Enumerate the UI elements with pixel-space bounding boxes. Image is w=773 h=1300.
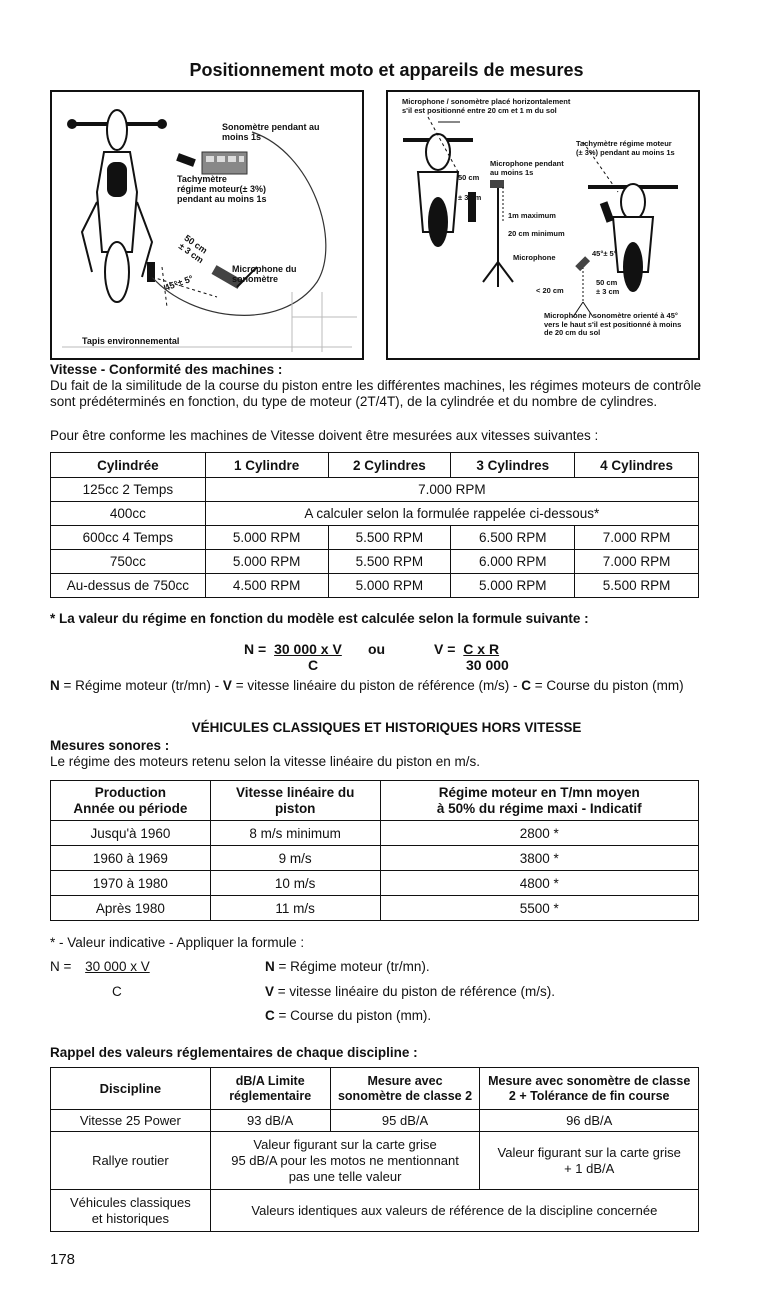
header-4-cylindres: 4 Cylindres: [575, 453, 699, 478]
table-row: [51, 574, 699, 598]
header-cylindree: Cylindrée: [51, 453, 206, 478]
indicative-n-label: N: [265, 959, 275, 974]
table-cell: 5500 *: [380, 896, 698, 921]
table-cell: 7.000 RPM: [575, 550, 699, 574]
table-cell: Valeur figurant sur la carte grise + 1 dB/A: [480, 1132, 699, 1190]
table-cell: 5.500 RPM: [328, 526, 451, 550]
table-cell: 8 m/s minimum: [210, 821, 380, 846]
table-cell: 600cc 4 Temps: [51, 526, 206, 550]
indicative-line: * - Valeur indicative - Appliquer la formule :: [50, 935, 305, 950]
indicative-legend-n: [265, 959, 430, 975]
header-3-cylindres: 3 Cylindres: [451, 453, 575, 478]
table-cell: 11 m/s: [210, 896, 380, 921]
header-tolerance: Mesure avec sonomètre de classe 2 + Tolérance de fin course: [480, 1068, 699, 1110]
table-cell: Jusqu'à 1960: [51, 821, 211, 846]
table-row: [51, 1110, 699, 1132]
table-cell: Valeurs identiques aux valeurs de référence de la discipline concernée: [210, 1190, 698, 1232]
table-cell: 7.000 RPM: [205, 478, 698, 502]
vitesse-para1: Du fait de la similitude de la course du piston entre les différentes machines, les régimes moteurs de contrôle sont prédéterminés en fonction, du type de moteur (2T/4T), de la cylindrée et du nombre de cylindres.: [50, 378, 702, 409]
label-tapis: Tapis environnemental: [82, 336, 180, 346]
table-cell: A calculer selon la formulée rappelée ci-dessous*: [205, 502, 698, 526]
vitesse-para2: Pour être conforme les machines de Vitesse doivent être mesurées aux vitesses suivantes :: [50, 428, 599, 443]
table-cell: 96 dB/A: [480, 1110, 699, 1132]
vitesse-table: [50, 452, 699, 598]
classiques-sub: Mesures sonores :: [50, 738, 170, 753]
table-row: [51, 1190, 699, 1232]
table-row: [51, 1132, 699, 1190]
table-cell: 5.000 RPM: [205, 550, 328, 574]
header-2-cylindres: 2 Cylindres: [328, 453, 451, 478]
table-cell: 1970 à 1980: [51, 871, 211, 896]
table-row: [51, 502, 699, 526]
disciplines-table: [50, 1067, 699, 1232]
formula-v-denominator: 30 000: [466, 657, 509, 673]
indicative-legend-c: [265, 1008, 431, 1024]
formula-n-denominator: C: [308, 657, 319, 673]
table-cell: Valeur figurant sur la carte grise 95 dB/A pour les motos ne mentionnant pas une telle valeur: [210, 1132, 480, 1190]
table-cell: 6.000 RPM: [451, 550, 575, 574]
table-cell: 4.500 RPM: [205, 574, 328, 598]
table-cell: 5.000 RPM: [451, 574, 575, 598]
label-note: Microphone / sonomètre orienté à 45° vers le haut s'il est positionné à moins de 20 cm du sol: [544, 311, 682, 337]
table-cell: Après 1980: [51, 896, 211, 921]
indicative-v-label: V: [265, 984, 275, 999]
rappel-heading: Rappel des valeurs réglementaires de chaque discipline :: [50, 1045, 418, 1060]
table-cell: 2800 *: [380, 821, 698, 846]
label-microphone: Microphone du sonomètre: [232, 264, 297, 284]
header-1-cylindre: 1 Cylindre: [205, 453, 328, 478]
table-row: [51, 821, 699, 846]
label-50cm: 50 cm: [458, 173, 480, 182]
page-number: 178: [50, 1251, 76, 1268]
label-3cm: ± 3 cm: [458, 193, 482, 202]
label-angle-right: 45°± 5°: [592, 249, 617, 258]
table-cell: 93 dB/A: [210, 1110, 330, 1132]
table-cell: Véhicules classiques et historiques: [51, 1190, 211, 1232]
table-cell: Vitesse 25 Power: [51, 1110, 211, 1132]
table-cell: 9 m/s: [210, 846, 380, 871]
formula-ou: ou: [368, 641, 386, 657]
table-cell: 6.500 RPM: [451, 526, 575, 550]
label-max: 1m maximum: [508, 211, 556, 220]
label-micro-top: Microphone / sonomètre placé horizontalement s'il est positionné entre 20 cm et 1 m du sol: [402, 97, 571, 115]
formula-n-eq: N =: [244, 641, 267, 657]
figure-top-view: [50, 90, 364, 360]
indicative-n-eq: N =: [50, 959, 72, 974]
formula-n-numerator: 30 000 x V: [274, 641, 342, 657]
formula-note: * La valeur du régime en fonction du modèle est calculée selon la formule suivante :: [50, 611, 589, 626]
label-tachymetre-right: Tachymètre régime moteur (± 3%) pendant au moins 1s: [576, 139, 675, 157]
table-cell: 1960 à 1969: [51, 846, 211, 871]
table-cell: 5.000 RPM: [328, 574, 451, 598]
formula-v-numerator: C x R: [463, 641, 500, 657]
label-lt20: < 20 cm: [536, 286, 564, 295]
classiques-para: Le régime des moteurs retenu selon la vitesse linéaire du piston en m/s.: [50, 754, 480, 769]
header-vitesse-lineaire: Vitesse linéaire du piston: [210, 781, 380, 821]
table-cell: 3800 *: [380, 846, 698, 871]
header-discipline: Discipline: [51, 1068, 211, 1110]
table-cell: 7.000 RPM: [575, 526, 699, 550]
table-cell: 400cc: [51, 502, 206, 526]
vitesse-heading: Vitesse - Conformité des machines :: [50, 362, 283, 377]
label-sonometre: Sonomètre pendant au moins 1s: [222, 122, 320, 142]
header-production: Production Année ou période: [51, 781, 211, 821]
label-angle: 45°± 5°: [163, 273, 195, 293]
indicative-c-label: C: [265, 1008, 275, 1023]
label-dist2: 50 cm ± 3 cm: [596, 278, 620, 296]
page-title: Positionnement moto et appareils de mesures: [189, 60, 584, 80]
legend-c: C: [521, 678, 531, 693]
formula-n: [244, 641, 342, 657]
table-cell: 4800 *: [380, 871, 698, 896]
header-limite: dB/A Limite réglementaire: [210, 1068, 330, 1110]
indicative-v-text: = vitesse linéaire du piston de référence (m/s).: [274, 984, 556, 999]
indicative-legend-v: [265, 984, 555, 1000]
formula-v-eq: V =: [434, 641, 456, 657]
header-regime-moteur: Régime moteur en T/mn moyen à 50% du régime maxi - Indicatif: [380, 781, 698, 821]
figure-side-view: [386, 90, 700, 360]
table-cell: 125cc 2 Temps: [51, 478, 206, 502]
table-cell: 95 dB/A: [330, 1110, 480, 1132]
legend-n-text: = Régime moteur (tr/mn) -: [59, 678, 223, 693]
formula-legend: [50, 678, 684, 694]
legend-n: N: [50, 678, 60, 693]
indicative-formula: [50, 959, 150, 975]
legend-v-text: = vitesse linéaire du piston de référence (m/s) -: [231, 678, 522, 693]
label-microphone-right: Microphone: [513, 253, 556, 262]
indicative-c-text: = Course du piston (mm).: [274, 1008, 432, 1023]
table-row: [51, 550, 699, 574]
formula-v: [434, 641, 499, 657]
indicative-n-text: = Régime moteur (tr/mn).: [274, 959, 430, 974]
legend-v: V: [222, 678, 232, 693]
label-min: 20 cm minimum: [508, 229, 565, 238]
label-distance: 50 cm ± 3 cm: [176, 232, 210, 266]
table-row: [51, 846, 699, 871]
table-cell: 750cc: [51, 550, 206, 574]
classiques-table: [50, 780, 699, 921]
classiques-heading: VÉHICULES CLASSIQUES ET HISTORIQUES HORS VITESSE: [191, 720, 582, 735]
table-cell: 5.000 RPM: [205, 526, 328, 550]
indicative-numerator: 30 000 x V: [85, 959, 150, 974]
table-cell: Rallye routier: [51, 1132, 211, 1190]
header-classe-2: Mesure avec sonomètre de classe 2: [330, 1068, 480, 1110]
table-row: [51, 896, 699, 921]
table-row: [51, 526, 699, 550]
table-cell: 5.500 RPM: [328, 550, 451, 574]
table-row: [51, 871, 699, 896]
legend-c-text: = Course du piston (mm): [530, 678, 684, 693]
table-cell: Au-dessus de 750cc: [51, 574, 206, 598]
table-cell: 10 m/s: [210, 871, 380, 896]
indicative-denominator: C: [112, 984, 122, 999]
table-row: [51, 478, 699, 502]
label-tachymetre: Tachymètre régime moteur(± 3%) pendant au moins 1s: [177, 174, 267, 204]
label-micro-pendant: Microphone pendant au moins 1s: [490, 159, 564, 177]
table-cell: 5.500 RPM: [575, 574, 699, 598]
